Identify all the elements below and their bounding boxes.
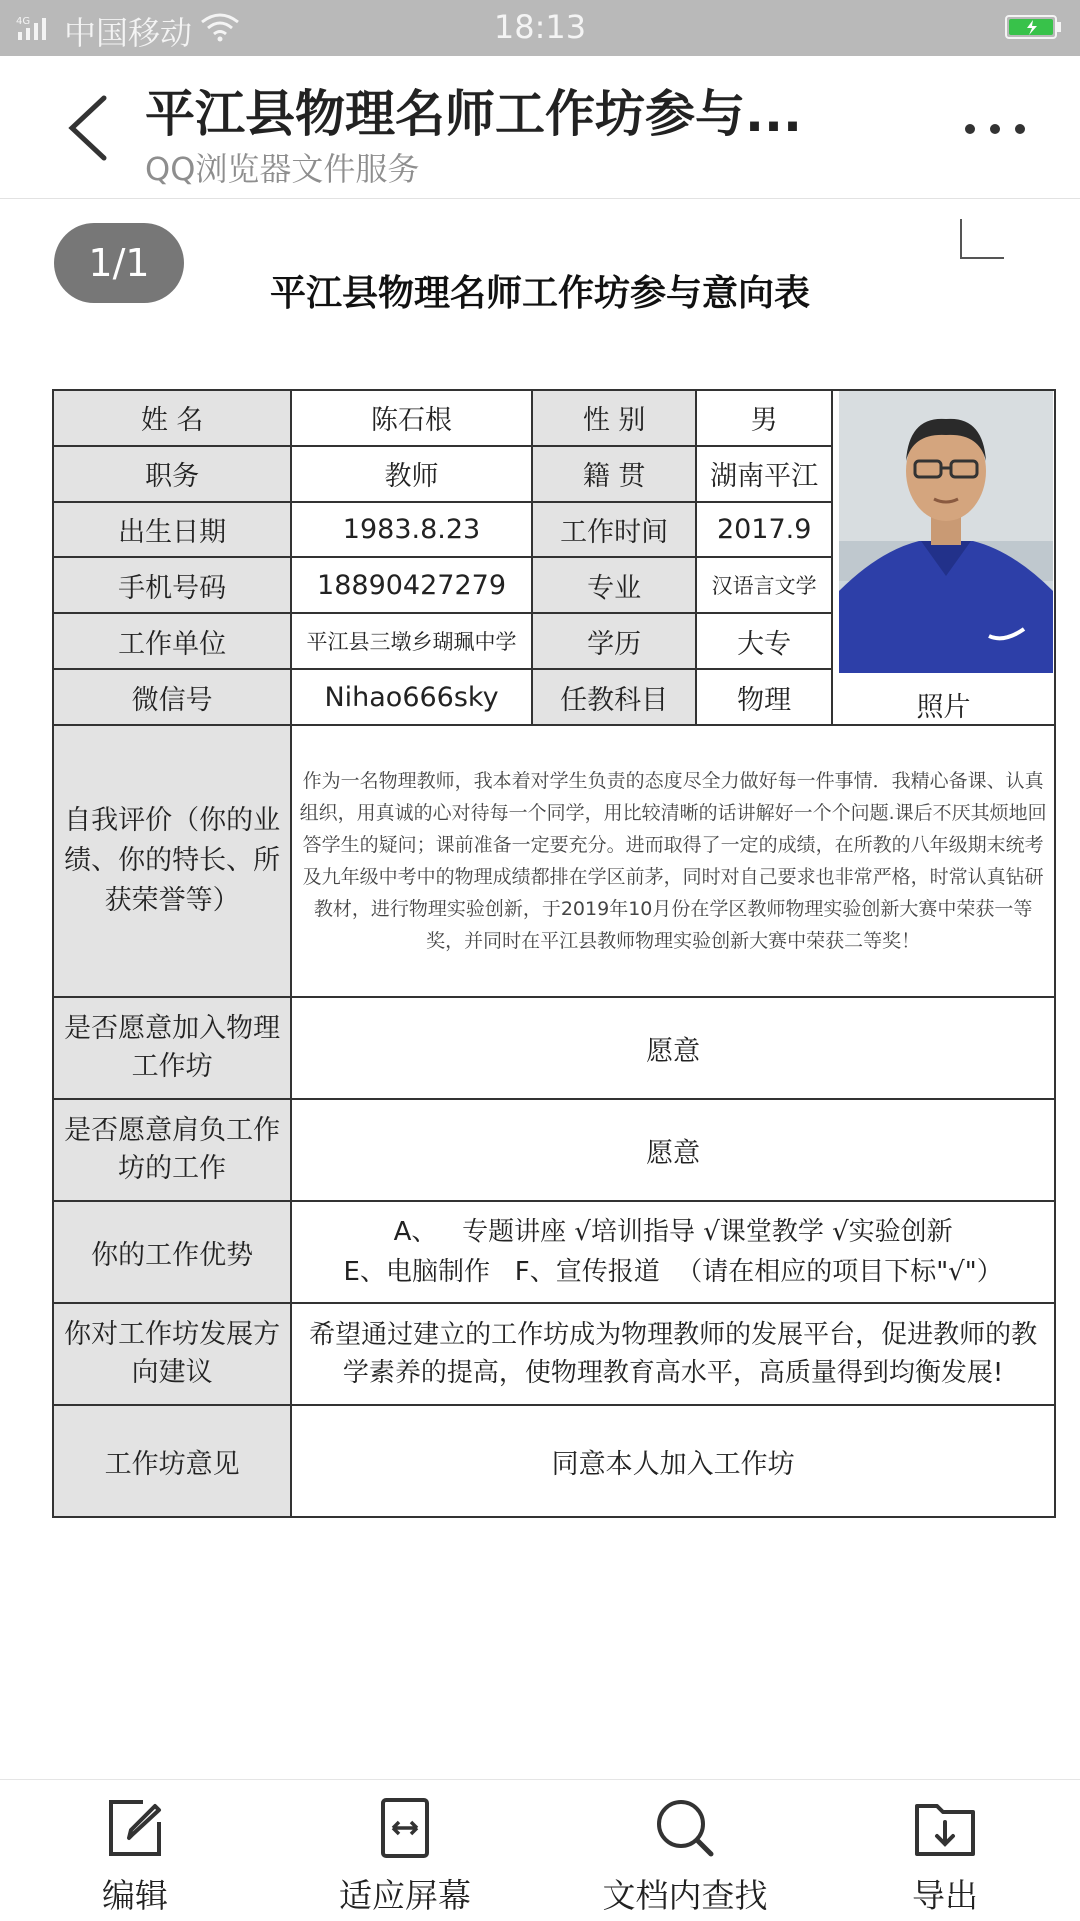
position-value: 教师 [291,446,532,502]
education-value: 大专 [696,613,831,669]
work-advantage-line-2: E、电脑制作 F、宣传报道 （请在相应的项目下标"√"） [343,1257,1003,1287]
work-advantage-label: 你的工作优势 [53,1201,291,1303]
phone-value: 18890427279 [291,557,532,613]
fit-screen-button[interactable] [300,1780,510,1921]
edit-button[interactable] [40,1780,230,1921]
intention-form-table [52,389,1056,1518]
find-in-document-label: 文档内查找 [602,1876,768,1915]
page-title: 平江县物理名师工作坊参与... [145,85,802,143]
work-advantage-line-1: A、 专题讲座 √培训指导 √课堂教学 √实验创新 [393,1217,953,1247]
education-label: 学历 [532,613,697,669]
battery-icon [1005,14,1063,40]
carrier-name: 中国移动 [64,14,193,52]
birth-date-label: 出生日期 [53,502,291,558]
page-subtitle: QQ浏览器文件服务 [145,150,420,188]
name-label: 姓 名 [53,390,291,446]
undertake-willing-value: 愿意 [291,1099,1055,1201]
gender-label: 性 别 [532,390,697,446]
birth-date-value: 1983.8.23 [291,502,532,558]
major-value: 汉语言文学 [696,557,831,613]
chevron-left-icon[interactable] [60,88,120,168]
suggestion-value: 希望通过建立的工作坊成为物理教师的发展平台，促进教师的教学素养的提高，使物理教育高水平，高质量得到均衡发展! [291,1303,1055,1405]
self-evaluation-label: 自我评价（你的业绩、你的特长、所获荣誉等） [53,725,291,997]
workshop-opinion-label: 工作坊意见 [53,1405,291,1517]
origin-label: 籍 贯 [532,446,697,502]
position-label: 职务 [53,446,291,502]
origin-value: 湖南平江 [696,446,831,502]
more-dots-icon[interactable] [960,114,1030,144]
name-value: 陈石根 [291,390,532,446]
export-button[interactable] [860,1780,1030,1921]
gender-value: 男 [696,390,831,446]
export-folder-icon [913,1796,977,1860]
search-icon [653,1796,717,1860]
work-unit-value: 平江县三墩乡瑚珮中学 [291,613,532,669]
fit-screen-label: 适应屏幕 [339,1876,471,1915]
edit-icon [103,1796,167,1860]
export-label: 导出 [912,1876,978,1915]
subject-value: 物理 [696,669,831,725]
workshop-opinion-value: 同意本人加入工作坊 [291,1405,1055,1517]
work-time-value: 2017.9 [696,502,831,558]
svg-text:4G: 4G [16,16,31,27]
phone-label: 手机号码 [53,557,291,613]
subject-label: 任教科目 [532,669,697,725]
find-in-document-button[interactable] [570,1780,800,1921]
photo-label: 照片 [916,692,971,723]
photo-cell [832,390,1055,725]
fit-screen-icon [373,1796,437,1860]
self-evaluation-value: 作为一名物理教师，我本着对学生负责的态度尽全力做好每一件事情．我精心备课、认真组织，用真诚的心对待每一个同学，用比较清晰的话讲解好一个个问题.课后不厌其烦地回答学生的疑问；课前准备一定要充分。进而取得了一定的成绩，在所教的八年级期末统考及九年级中考中的物理成绩都排在学区前茅，同时对自己要求也非常严格，时常认真钻研教材，进行物理实验创新，于2019年10月份在学区教师物理实验创新大赛中荣获一等奖，并同时在平江县教师物理实验创新大赛中荣获二等奖！ [291,725,1055,997]
bottom-toolbar [0,1779,1080,1921]
applicant-photo [839,391,1053,673]
edit-label: 编辑 [102,1876,168,1915]
undertake-willing-label: 是否愿意肩负工作坊的工作 [53,1099,291,1201]
status-bar [0,0,1080,56]
app-header [0,56,1080,199]
corner-crop-mark [960,219,1004,259]
major-label: 专业 [532,557,697,613]
work-time-label: 工作时间 [532,502,697,558]
document-title: 平江县物理名师工作坊参与意向表 [269,273,810,314]
work-unit-label: 工作单位 [53,613,291,669]
suggestion-label: 你对工作坊发展方向建议 [53,1303,291,1405]
wechat-value: Nihao666sky [291,669,532,725]
document-viewer[interactable] [0,199,1080,1779]
join-willing-value: 愿意 [291,997,1055,1099]
page-indicator: 1/1 [54,223,184,303]
status-time: 18:13 [493,8,587,46]
work-advantage-value [291,1201,1055,1303]
join-willing-label: 是否愿意加入物理工作坊 [53,997,291,1099]
wechat-label: 微信号 [53,669,291,725]
